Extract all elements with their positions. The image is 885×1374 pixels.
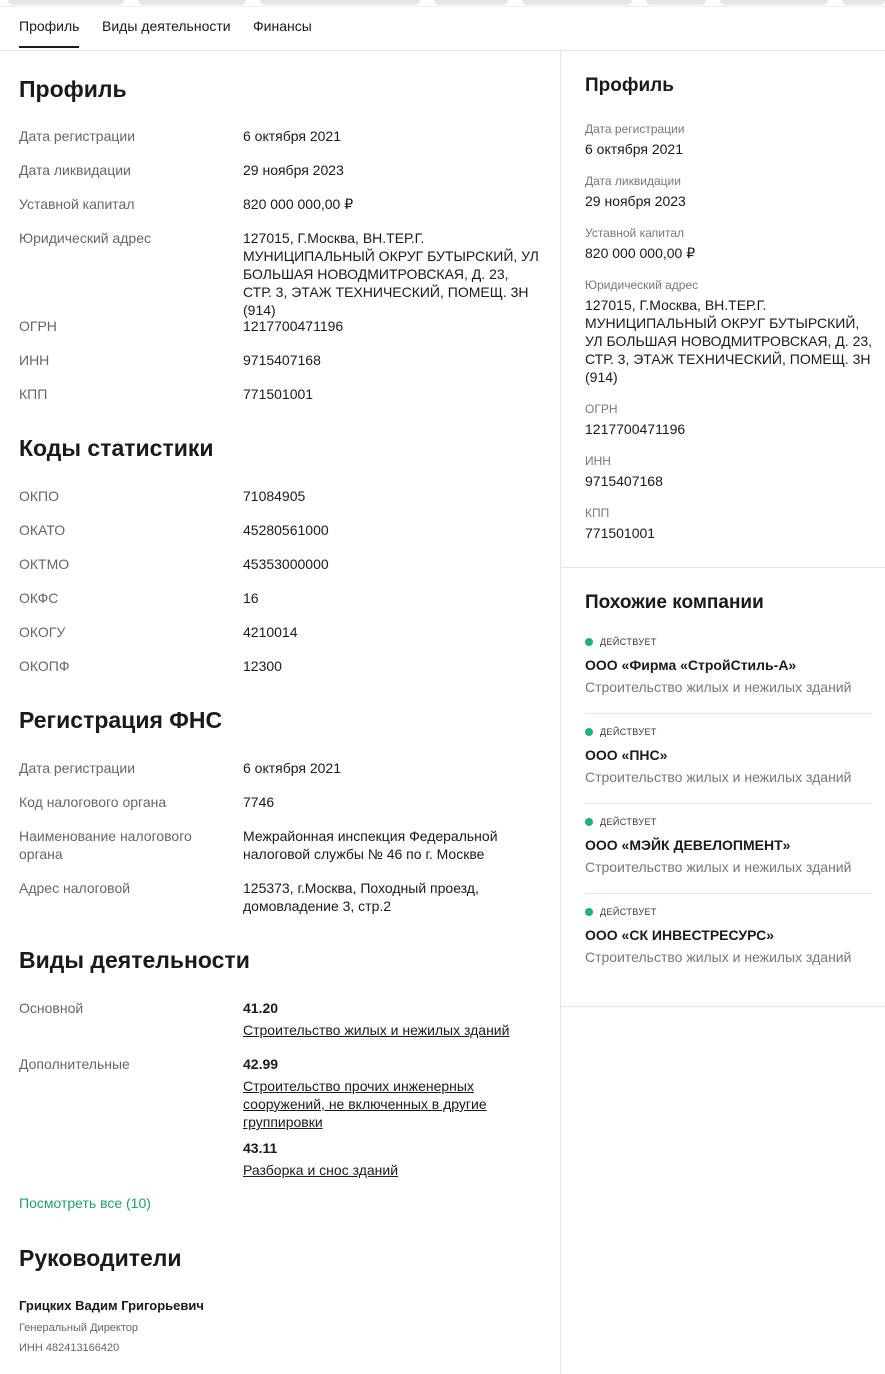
stats-label: ОКФС (19, 590, 59, 606)
tab-activities[interactable]: Виды деятельности (102, 18, 231, 34)
company-divider (585, 803, 872, 804)
profile-title: Профиль (19, 76, 127, 102)
section-tabs (0, 6, 885, 51)
profile-value: 29 ноября 2023 (243, 162, 344, 178)
company-name-link[interactable]: ООО «Фирма «СтройСтиль-А» (585, 657, 797, 673)
top-pill[interactable] (522, 0, 632, 5)
side-profile-label: Уставной капитал (585, 226, 684, 240)
side-divider (561, 567, 885, 568)
see-all-activities-link[interactable]: Посмотреть все (10) (19, 1195, 151, 1211)
ogrn-value: 1217700471196 (243, 318, 344, 334)
activity-extra-link[interactable]: Строительство прочих инженерных сооружений, не включенных в другие группировки (243, 1078, 487, 1130)
company-name-link[interactable]: ООО «ПНС» (585, 747, 668, 763)
fns-label: Дата регистрации (19, 760, 136, 776)
managers-title: Руководители (19, 1245, 182, 1271)
company-name-link[interactable]: ООО «МЭЙК ДЕВЕЛОПМЕНТ» (585, 837, 791, 853)
top-pill[interactable] (646, 0, 706, 5)
manager-position: Генеральный Директор (19, 1322, 139, 1334)
main-column (0, 51, 561, 1374)
company-activity: Строительство жилых и нежилых зданий (585, 769, 852, 785)
top-pill[interactable] (434, 0, 508, 5)
stats-value: 45280561000 (243, 522, 329, 538)
top-pill[interactable] (842, 0, 885, 5)
stats-value: 71084905 (243, 488, 306, 504)
stats-value: 16 (243, 590, 259, 606)
profile-label: КПП (19, 386, 48, 402)
side-profile-title: Профиль (585, 75, 674, 96)
stats-label: ОКОГУ (19, 624, 66, 640)
company-activity: Строительство жилых и нежилых зданий (585, 859, 852, 875)
company-activity: Строительство жилых и нежилых зданий (585, 679, 852, 695)
stats-label: ОКПО (19, 488, 59, 504)
side-profile-label: Юридический адрес (585, 278, 699, 292)
stats-label: ОКТМО (19, 556, 70, 572)
profile-label: Юридический адрес (19, 230, 152, 246)
company-divider (585, 893, 872, 894)
status-text: ДЕЙСТВУЕТ (600, 907, 657, 917)
manager-inn: ИНН 482413166420 (19, 1342, 120, 1354)
status-dot-icon (585, 908, 593, 916)
stats-title: Коды статистики (19, 435, 214, 461)
side-profile-label: Дата регистрации (585, 122, 685, 136)
company-name-link[interactable]: ООО «СК ИНВЕСТРЕСУРС» (585, 927, 775, 943)
company-status (585, 637, 657, 647)
top-pill[interactable] (260, 0, 420, 5)
profile-label: Дата ликвидации (19, 162, 131, 178)
activity-extra-link[interactable]: Разборка и снос зданий (243, 1162, 399, 1178)
tab-profile[interactable]: Профиль (19, 18, 80, 34)
profile-value: 6 октября 2021 (243, 128, 341, 144)
top-pill[interactable] (8, 0, 124, 5)
stats-value: 45353000000 (243, 556, 329, 572)
activity-extra-code: 43.11 (243, 1140, 278, 1156)
side-kpp: 771501001 (585, 525, 656, 541)
profile-label: ИНН (19, 352, 50, 368)
status-text: ДЕЙСТВУЕТ (600, 727, 657, 737)
manager-name[interactable]: Грицких Вадим Григорьевич (19, 1298, 204, 1313)
fns-value: 125373, г.Москва, Походный проезд, домовладение 3, стр.2 (243, 880, 479, 914)
status-dot-icon (585, 638, 593, 646)
stats-value: 4210014 (243, 624, 298, 640)
top-pill[interactable] (138, 0, 246, 5)
company-divider (585, 713, 872, 714)
side-profile-label: КПП (585, 506, 610, 520)
legal-address-value: 127015, Г.Москва, ВН.ТЕР.Г. МУНИЦИПАЛЬНЫЙ ОКРУГ БУТЫРСКИЙ, УЛ БОЛЬШАЯ НОВОДМИТРОВСКАЯ, Д. 23, СТР. 3, ЭТАЖ ТЕХНИЧЕСКИЙ, ПОМЕЩ. 3Н (914) (243, 230, 539, 318)
fns-title: Регистрация ФНС (19, 707, 223, 733)
activities-title: Виды деятельности (19, 947, 250, 973)
side-profile-label: ИНН (585, 454, 611, 468)
activity-main-label: Основной (19, 1000, 84, 1016)
top-pill[interactable] (720, 0, 828, 5)
fns-label: Код налогового органа (19, 794, 167, 810)
company-status (585, 817, 657, 827)
profile-label: ОГРН (19, 318, 57, 334)
company-status (585, 727, 657, 737)
side-profile-label: ОГРН (585, 402, 618, 416)
status-text: ДЕЙСТВУЕТ (600, 817, 657, 827)
stats-label: ОКОПФ (19, 658, 70, 674)
side-inn: 9715407168 (585, 473, 663, 489)
status-text: ДЕЙСТВУЕТ (600, 637, 657, 647)
fns-label: Наименование налогового органа (19, 828, 192, 862)
side-ogrn: 1217700471196 (585, 421, 686, 437)
status-dot-icon (585, 728, 593, 736)
tab-finance[interactable]: Финансы (253, 18, 312, 34)
side-profile-label: Дата ликвидации (585, 174, 681, 188)
profile-label: Уставной капитал (19, 196, 135, 212)
activity-extra-code: 42.99 (243, 1056, 279, 1072)
fns-value: 6 октября 2021 (243, 760, 341, 776)
stats-label: ОКАТО (19, 522, 66, 538)
side-legal-address: 127015, Г.Москва, ВН.ТЕР.Г. МУНИЦИПАЛЬНЫЙ ОКРУГ БУТЫРСКИЙ, УЛ БОЛЬШАЯ НОВОДМИТРОВСКАЯ, Д. 23, СТР. 3, ЭТАЖ ТЕХНИЧЕСКИЙ, ПОМЕЩ. 3Н (914) (585, 297, 873, 385)
activity-extra-label: Дополнительные (19, 1056, 130, 1072)
fns-value: Межрайонная инспекция Федеральной налоговой службы № 46 по г. Москве (243, 828, 498, 862)
side-column (561, 51, 885, 1007)
profile-value: 820 000 000,00 ₽ (243, 196, 354, 212)
profile-label: Дата регистрации (19, 128, 136, 144)
kpp-value: 771501001 (243, 386, 314, 402)
stats-value: 12300 (243, 658, 282, 674)
side-profile-value: 6 октября 2021 (585, 141, 683, 157)
company-status (585, 907, 657, 917)
inn-value: 9715407168 (243, 352, 321, 368)
status-dot-icon (585, 818, 593, 826)
similar-companies-title: Похожие компании (585, 592, 764, 613)
activity-main-code: 41.20 (243, 1000, 279, 1016)
activity-main-link[interactable]: Строительство жилых и нежилых зданий (243, 1022, 510, 1038)
fns-value: 7746 (243, 794, 275, 810)
fns-label: Адрес налоговой (19, 880, 131, 896)
company-activity: Строительство жилых и нежилых зданий (585, 949, 852, 965)
side-profile-value: 29 ноября 2023 (585, 193, 686, 209)
side-profile-value: 820 000 000,00 ₽ (585, 245, 696, 261)
